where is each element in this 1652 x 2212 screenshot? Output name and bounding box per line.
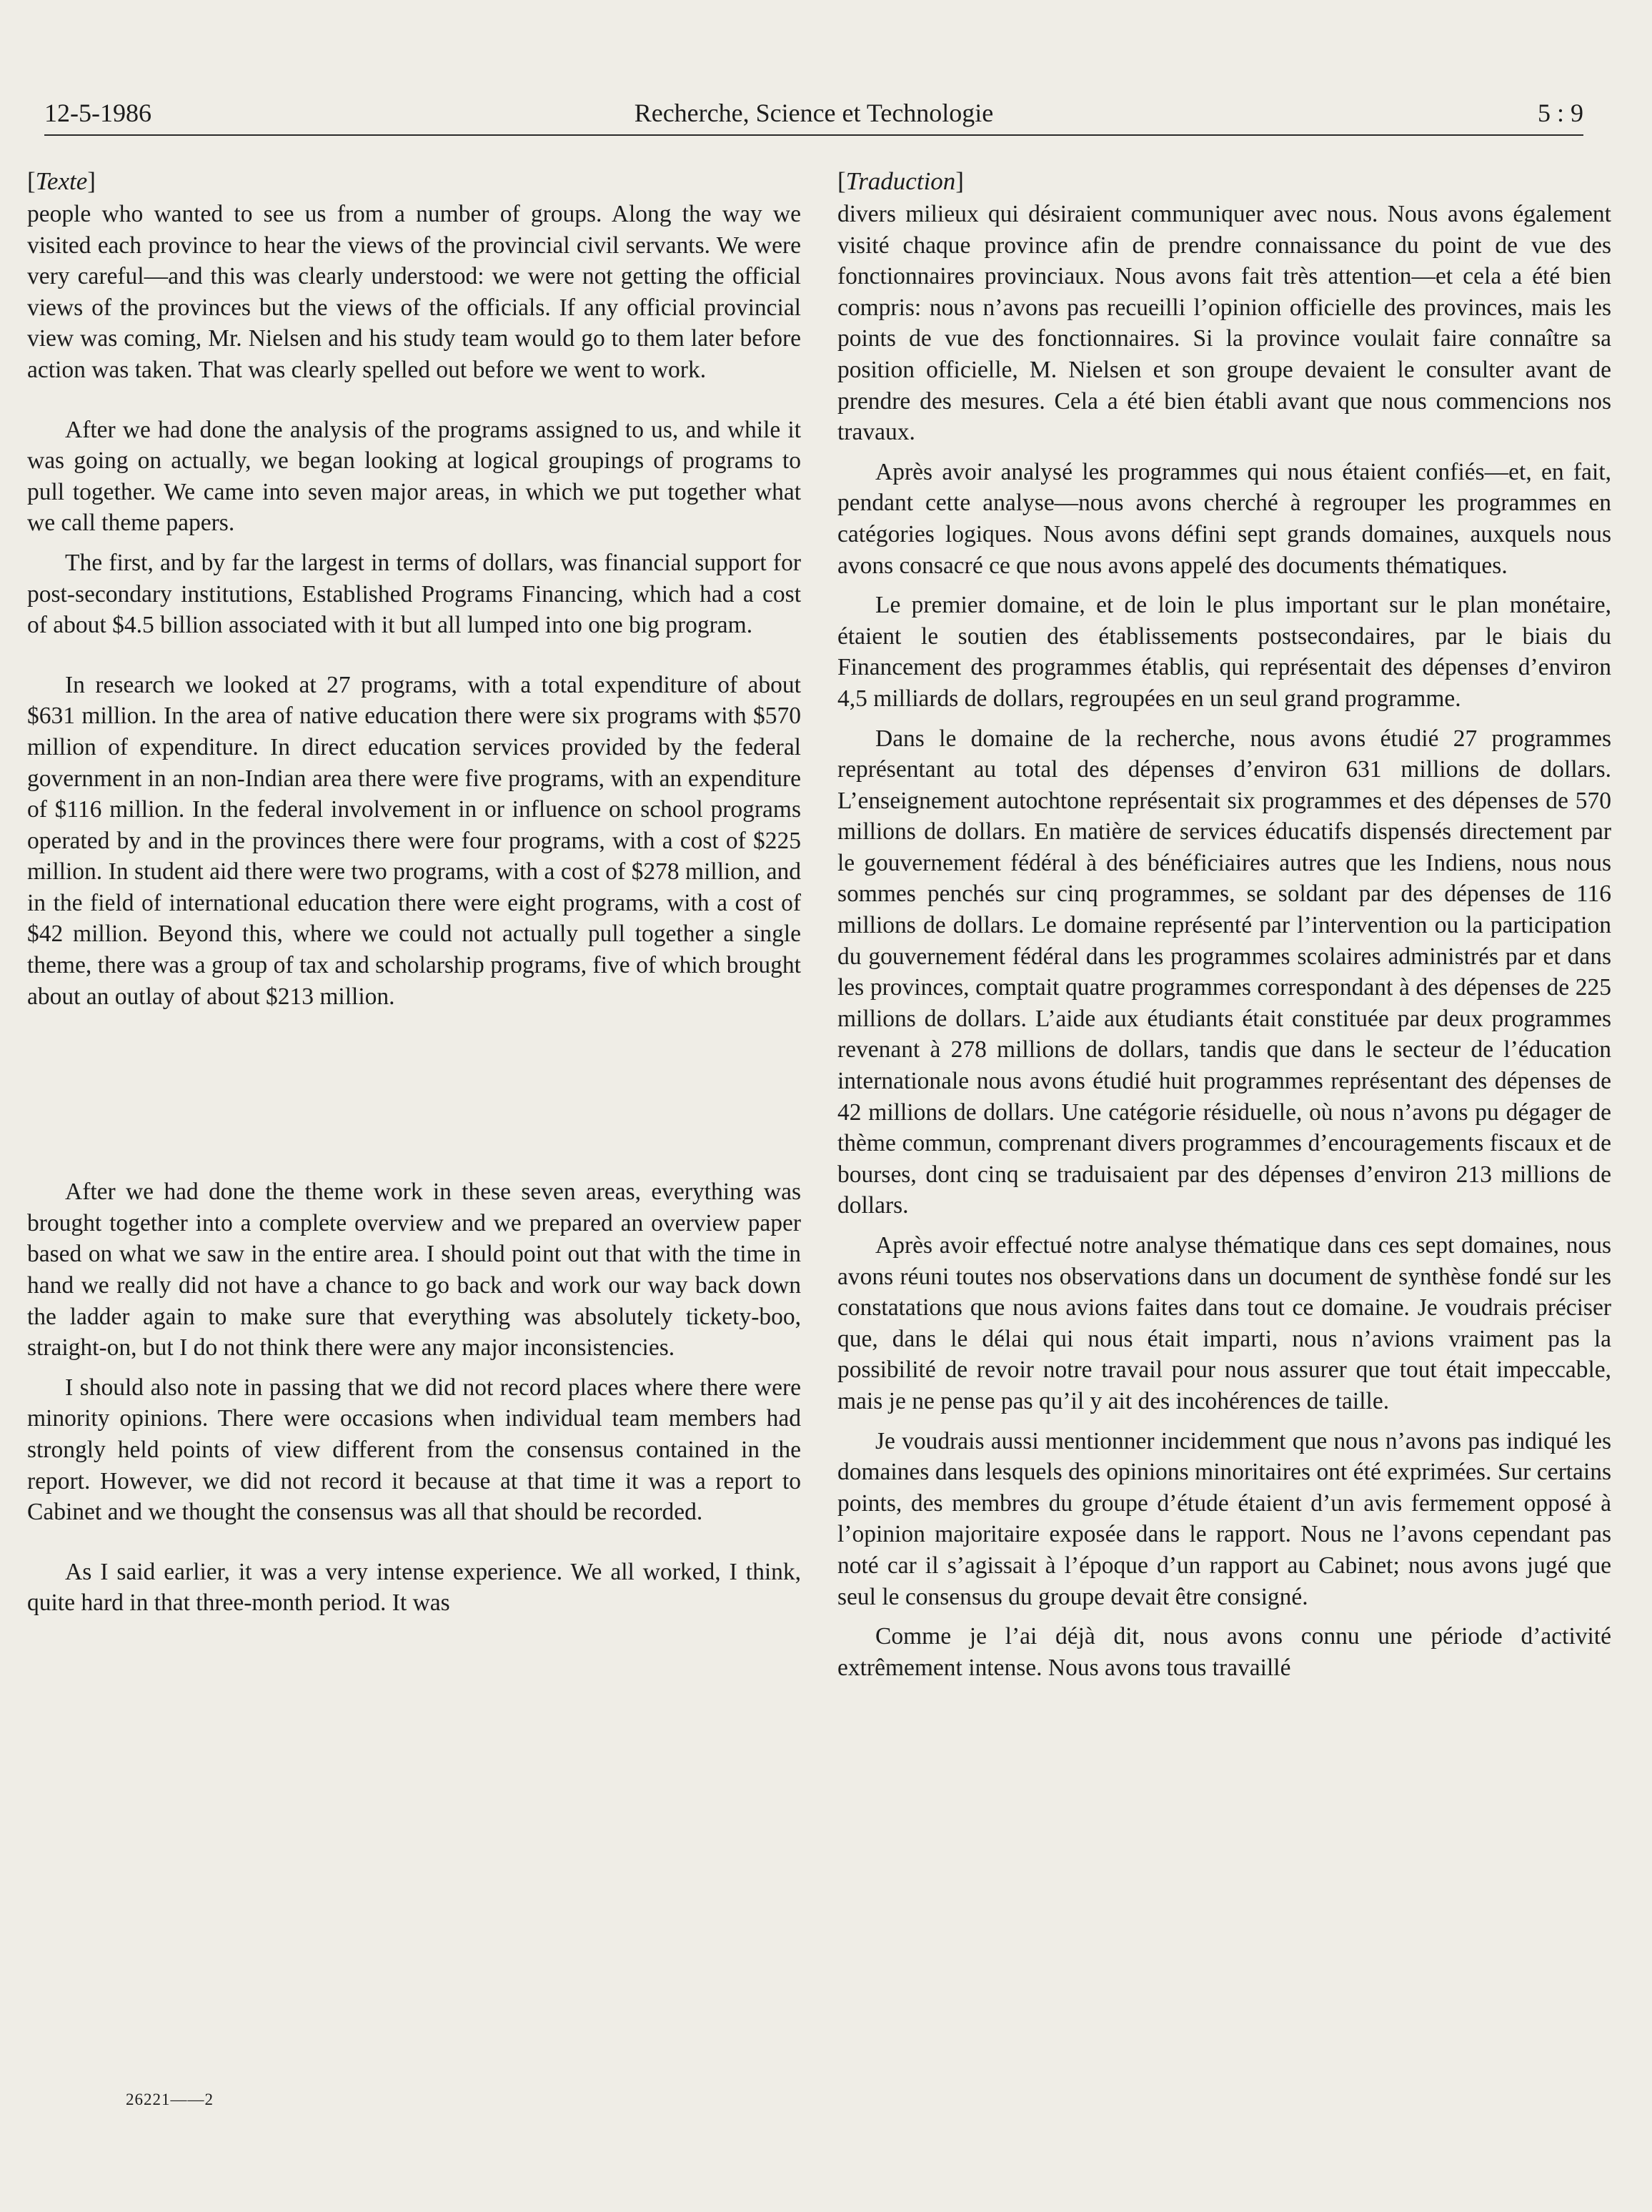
paragraph: Comme je l’ai déjà dit, nous avons connu une période d’activité extrêmement intense. Nous avons tous travaillé <box>837 1623 1611 1681</box>
paragraph: I should also note in passing that we did not record places where there were minority opinions. There were occasions when individual team members had strongly held points of view different from the consensus contained in the report. However, we did not record it because at that time it was a report to Cabinet and we thought the consensus was all that should be recorded. <box>27 1374 801 1526</box>
page-header <box>44 91 1583 136</box>
paragraph: In research we looked at 27 programs, with a total expenditure of about $631 million. In the area of native education there were six programs with $570 million of expenditure. In direct education services provided by the federal government in an non-Indian area there were five programs, with an expenditure of $116 million. In the federal involvement in or influence on school programs operated by and in the provinces there were four programs, with a cost of $225 million. In student aid there were two programs, with a cost of $278 million, and in the field of international education there were eight programs, with a cost of $42 million. Beyond this, where we could not actually pull together a single theme, there was a group of tax and scholarship programs, five of which brought about an outlay of about $213 million. <box>27 671 801 1010</box>
header-date: 12-5-1986 <box>44 99 151 127</box>
paragraph: As I said earlier, it was a very intense experience. We all worked, I think, quite hard in that three-month period. It was <box>27 1558 801 1617</box>
paragraph: Après avoir effectué notre analyse thématique dans ces sept domaines, nous avons réuni toutes nos observations dans un document de synthèse fondé sur les constatations que nous avions faites dans tout ce domaine. Je voudrais préciser que, dans le délai qui nous était imparti, nous n’avions vraiment pas la possibilité de revoir notre travail pour nous assurer que tout était impeccable, mais je ne pense pas qu’il y ait des incohérences de taille. <box>837 1232 1611 1414</box>
header-title: Recherche, Science et Technologie <box>634 99 994 127</box>
paragraph: people who wanted to see us from a number of groups. Along the way we visited each province to hear the views of the provincial civil servants. We were very careful—and this was clearly understood: we were not getting the official views of the provinces but the views of the officials. If any official provincial view was coming, Mr. Nielsen and his study team would go to them later before action was taken. That was clearly spelled out before we went to work. <box>27 201 801 383</box>
french-translation-column <box>837 166 1611 1683</box>
paragraph: Le premier domaine, et de loin le plus important sur le plan monétaire, étaient le soutien des établissements postsecondaires, par le biais du Financement des programmes établis, qui représentait des dépenses d’environ 4,5 milliards de dollars, regroupées en un seul grand programme. <box>837 592 1611 712</box>
column-label-traduction: [Traduction] <box>837 167 964 195</box>
paragraph: After we had done the theme work in these seven areas, everything was brought together into a complete overview and we prepared an overview paper based on what we saw in the entire area. I should point out that with the time in hand we really did not have a chance to go back and work our way back down the ladder again to make sure that everything was absolutely tickety-boo, straight-on, but I do not think there were any major inconsistencies. <box>27 1179 801 1362</box>
paragraph: Je voudrais aussi mentionner incidemment que nous n’avons pas indiqué les domaines dans lesquels des opinions minoritaires ont été exprimées. Sur certains points, des membres du groupe d’étude étaient d’un avis fermement opposé à l’opinion majoritaire exposée dans le rapport. Nous ne l’avons cependant pas noté car il s’agissait à l’époque d’un rapport au Cabinet; nous avons jugé que seul le consensus du groupe devait être consigné. <box>837 1427 1611 1610</box>
print-code: 26221——2 <box>126 2091 214 2108</box>
paragraph: The first, and by far the largest in terms of dollars, was financial support for post-secondary institutions, Established Programs Financing, which had a cost of about $4.5 billion associated with it but all lumped into one big program. <box>27 549 801 639</box>
paragraph: Dans le domaine de la recherche, nous avons étudié 27 programmes représentant au total des dépenses d’environ 631 millions de dollars. L’enseignement autochtone représentait six programmes et des dépenses de 570 millions de dollars. En matière de services éducatifs dispensés directement par le gouvernement fédéral à des bénéficiaires autres que les Indiens, nous nous sommes penchés sur cinq programmes, se soldant par des dépenses de 116 millions de dollars. Le domaine représenté par l’intervention ou la participation du gouvernement fédéral dans les programmes scolaires administrés par et dans les provinces, comptait quatre programmes correspondant à des dépenses de 225 millions de dollars. L’aide aux étudiants était constituée par deux programmes revenant à 278 millions de dollars, tandis que dans le secteur de l’éducation internationale nous avons étudié huit programmes représentant des dépenses de 42 millions de dollars. Une catégorie résiduelle, où nous n’avons pu dégager de thème commun, comprenant divers programmes d’encouragements fiscaux et de bourses, dont cinq se traduisaient par des dépenses d’environ 213 millions de dollars. <box>837 725 1611 1219</box>
paragraph: Après avoir analysé les programmes qui nous étaient confiés—et, en fait, pendant cette analyse—nous avons cherché à regrouper les programmes en catégories logiques. Nous avons défini sept grands domaines, auxquels nous avons consacré ce que nous avons appelé des documents thématiques. <box>837 458 1611 579</box>
header-page-number: 5 : 9 <box>1537 99 1583 127</box>
paragraph: divers milieux qui désiraient communiquer avec nous. Nous avons également visité chaque province afin de prendre connaissance du point de vue des fonctionnaires provinciaux. Nous avons fait très attention—et cela a été bien compris: nous n’avons pas recueilli l’opinion officielle des provinces, mais les points de vue des fonctionnaires. Si la province voulait faire connaître sa position officielle, M. Nielsen et son groupe devaient le consulter avant de prendre des mesures. Cela a été bien établi avant que nous commencions nos travaux. <box>837 201 1611 446</box>
paragraph: After we had done the analysis of the programs assigned to us, and while it was going on actually, we began looking at logical groupings of programs to pull together. We came into seven major areas, in which we put together what we call theme papers. <box>27 416 801 537</box>
english-text-column <box>27 166 801 1619</box>
column-label-texte: [Texte] <box>27 167 96 195</box>
